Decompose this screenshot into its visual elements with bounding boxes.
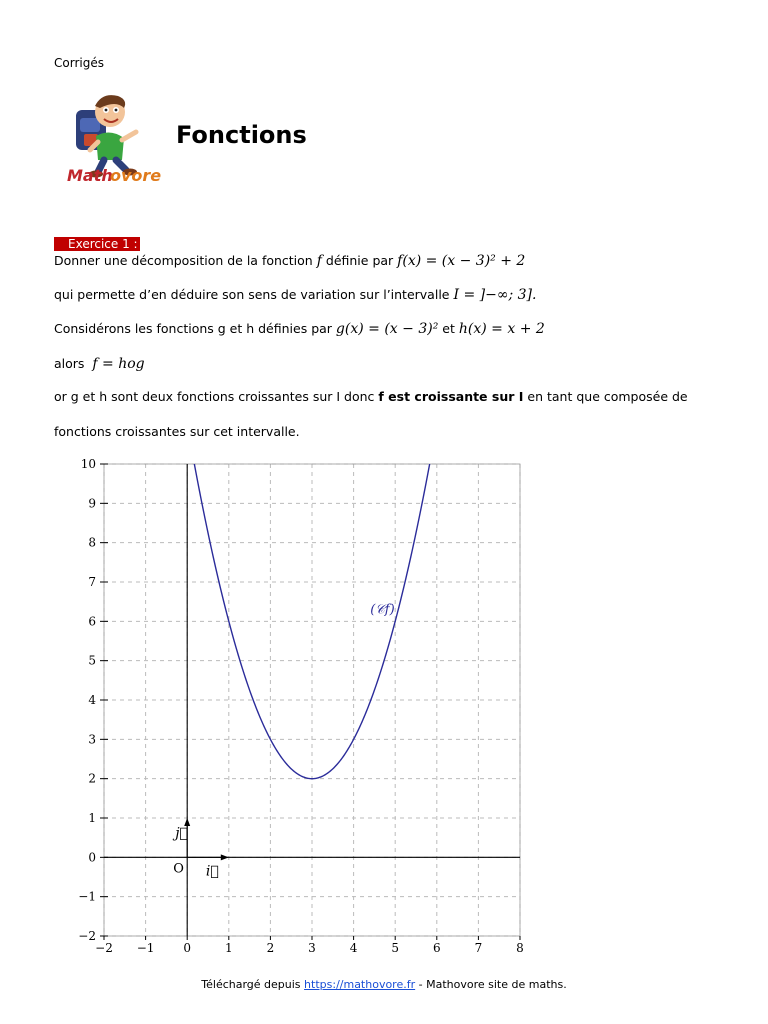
solution-line2 (54, 356, 145, 372)
text: Considérons les fonctions g et h définies par (54, 321, 332, 336)
solution-line3 (54, 389, 688, 404)
y-tick-label: 0 (88, 850, 96, 865)
text: qui permette d’en déduire son sens de variation sur l’intervalle (54, 287, 450, 302)
x-tick-label: 3 (308, 941, 316, 955)
header-label: Corrigés (54, 56, 104, 70)
x-tick-label: 5 (391, 941, 400, 955)
text: or g et h sont deux fonctions croissantes sur I donc (54, 389, 375, 404)
y-tick-label: 4 (88, 693, 96, 707)
exercise-statement-line2 (54, 287, 536, 303)
math-formula-f: f(x) = (x − 3)² + 2 (397, 253, 526, 269)
footer (0, 978, 768, 991)
y-tick-label: 6 (88, 614, 96, 629)
y-tick-label: 10 (80, 457, 96, 471)
vector-j-label: j⃗ (175, 825, 188, 842)
y-tick-label: 8 (88, 535, 96, 550)
math-formula-g: g(x) = (x − 3)² (335, 321, 439, 337)
mascot-illustration (58, 88, 162, 188)
solution-line1 (54, 321, 545, 337)
y-tick-label: 1 (88, 811, 96, 825)
x-tick-label: 0 (183, 941, 192, 955)
page-title: Fonctions (176, 121, 307, 149)
vector-i-arrowhead (221, 854, 229, 860)
x-tick-label: 7 (474, 941, 483, 955)
text: Donner une décomposition de la fonction (54, 253, 313, 268)
y-tick-label: 5 (88, 653, 96, 668)
svg-text:ovore: ovore (110, 166, 162, 185)
x-tick-label: 8 (516, 941, 524, 955)
text: définie par (325, 253, 394, 268)
graph-svg (60, 452, 540, 962)
curve-label: (𝒞f) (370, 602, 395, 618)
math-composition: f = hog (92, 356, 145, 372)
math-interval: I = ]−∞; 3]. (453, 287, 537, 303)
vector-i-label: i⃗ (205, 863, 219, 880)
y-tick-label: 2 (88, 771, 96, 786)
function-graph (60, 452, 540, 962)
footer-suffix: - Mathovore site de maths. (418, 978, 567, 991)
x-tick-label: 4 (349, 941, 358, 955)
origin-label: O (173, 861, 184, 877)
conclusion-bold: f est croissante sur I (378, 389, 524, 404)
footer-link[interactable]: https://mathovore.fr (304, 978, 416, 991)
footer-prefix: Téléchargé depuis (201, 978, 301, 991)
text: alors (54, 356, 85, 371)
exercise-badge: Exercice 1 : (54, 237, 140, 251)
y-tick-label: −2 (78, 929, 96, 943)
logo-wordmark (162, 88, 163, 89)
text: en tant que composée de (527, 389, 688, 404)
svg-text:Math: Math (67, 166, 113, 185)
y-tick-label: 3 (88, 732, 96, 747)
x-tick-label: 2 (266, 941, 275, 955)
math-f: f (316, 253, 322, 269)
y-tick-label: −1 (78, 889, 96, 904)
x-tick-label: −2 (95, 941, 113, 955)
solution-line4 (54, 424, 300, 439)
x-tick-label: 1 (224, 941, 233, 955)
text: fonctions croissantes sur cet intervalle. (54, 424, 300, 439)
text: et (442, 321, 455, 336)
y-tick-label: 9 (88, 496, 96, 511)
mathovore-logo (58, 88, 162, 188)
y-tick-label: 7 (88, 575, 96, 589)
exercise-statement-line1 (54, 253, 525, 269)
math-formula-h: h(x) = x + 2 (458, 321, 545, 337)
x-tick-label: 6 (432, 941, 441, 955)
x-tick-label: −1 (136, 941, 155, 955)
